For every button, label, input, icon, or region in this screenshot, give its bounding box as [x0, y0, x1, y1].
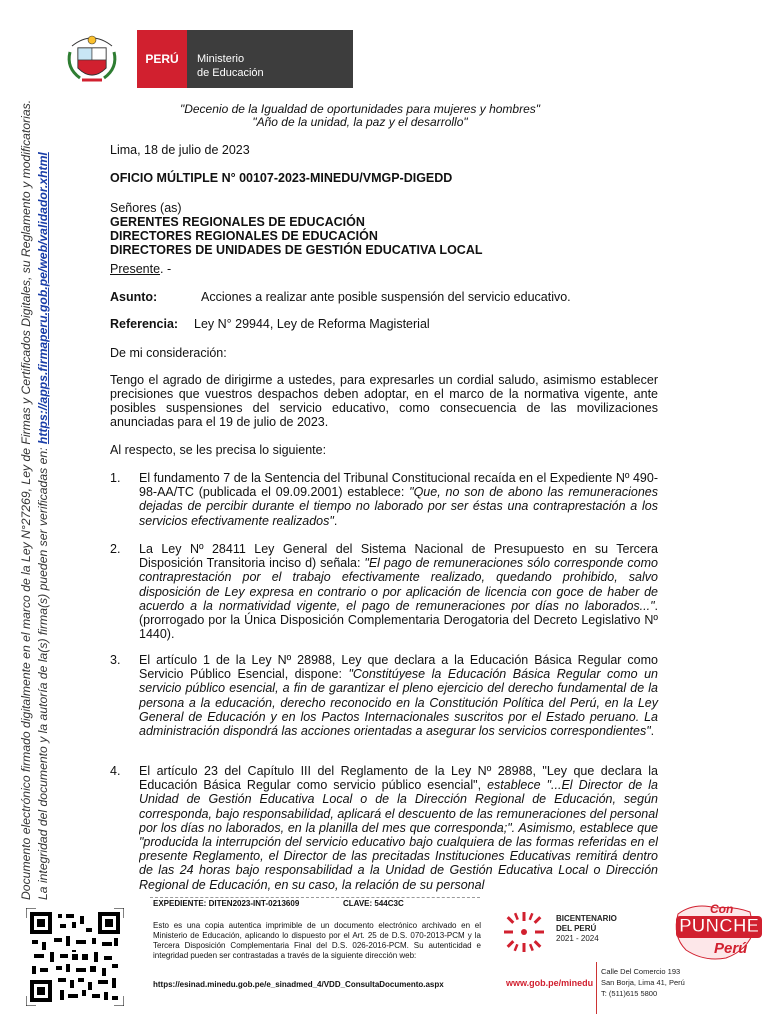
clave-code: CLAVE: 544C3C	[343, 899, 404, 908]
recipient-2: DIRECTORES REGIONALES DE EDUCACIÓN	[110, 229, 378, 243]
decade-quote: "Decenio de la Igualdad de oportunidades para mujeres y hombres"	[179, 102, 541, 116]
list-item: La Ley Nº 28411 Ley General del Sistema Nacional de Presupuesto en su Tercera Disposición Transitoria inciso d) señala: "El pago de remuneraciones sólo corresponde como contraprestación por el trabajo efectivamente realizado, quedando prohibido, salvo disposición de Ley expresa en contrario o por aplicación de licencia con goce de haber de acuerdo a la normatividad vigente, el pago de remuneraciones por días no laborados...". (prorrogado por la Única Disposición Complementaria Derogatoria del Decreto Legislativo Nº 1440).	[139, 542, 658, 642]
ministry-line2: de Educación	[197, 67, 264, 79]
item-number: 1.	[110, 471, 121, 485]
address-block: Calle Del Comercio 193 San Borja, Lima 41, Perú T: (511)615 5800	[601, 967, 685, 998]
respecto-line: Al respecto, se les precisa lo siguiente:	[110, 443, 327, 457]
list-item: El artículo 23 del Capítulo III del Reglamento de la Ley Nº 28988, "Ley que declara la Educación Básica Regular como servicio público esencial", establece "...El Director de la Unidad de Gestión Educativa Local o de la Dirección Regional de Educación, según corresponda, bajo responsabilidad, aplicará el descuento de las remuneraciones del personal por los días no laborados, en la planilla del mes que corresponda;". Asimismo, establece que "producida la interrupción del servicio educativo bajo cualquiera de las formas referidas en el presente Reglamento, el Director de las precitadas Instituciones Educativas remitirá dentro de las 24 horas bajo responsabilidad a la Unidad de Gestión Educativa Local o Dirección Regional de Educación, en su caso, la relación de su personal	[139, 764, 658, 892]
item-number: 3.	[110, 653, 121, 667]
digital-signature-note	[18, 60, 52, 900]
oficio-number: OFICIO MÚLTIPLE N° 00107-2023-MINEDU/VMGP-DIGEDD	[110, 171, 453, 185]
recipient-1: GERENTES REGIONALES DE EDUCACIÓN	[110, 215, 365, 229]
expediente-code: EXPEDIENTE: DITEN2023-INT-0213609	[153, 899, 300, 908]
ministry-line1: Ministerio	[197, 53, 245, 65]
bicentenario-logo-icon	[500, 904, 548, 964]
recipient-3: DIRECTORES DE UNIDADES DE GESTIÓN EDUCATIVA LOCAL	[110, 243, 483, 257]
letter-date: Lima, 18 de julio de 2023	[110, 143, 250, 157]
list-item: El fundamento 7 de la Sentencia del Tribunal Constitucional recaída en el Expediente Nº 490-98-AA/TC (publicada el 09.09.2001) establece: "Que, no son de abono las remuneraciones dejadas de percibir durante el tiempo no laborado por ser éstas una contraprestación a los servicios efectivamente realizados".	[139, 471, 658, 528]
qr-code-icon[interactable]	[26, 908, 124, 1006]
minedu-web[interactable]: www.gob.pe/minedu	[506, 978, 594, 988]
peru-label: PERÚ	[137, 30, 187, 88]
referencia-text: Ley N° 29944, Ley de Reforma Magisterial	[194, 317, 430, 331]
side-note-line1: Documento electrónico firmado digitalmente en el marco de la Ley N°27269, Ley de Firmas y Certificados Digitales, su Reglamento y modificatorias.	[19, 99, 33, 900]
referencia-label: Referencia:	[110, 317, 179, 331]
footer-separator	[596, 962, 597, 1014]
intro-paragraph: Tengo el agrado de dirigirme a ustedes, para expresarles un cordial saludo, asimismo establecer precisiones que vuestros despachos deben adoptar, en el marco de la normativa vigente, ante posibles suspensiones del servicio educativo, como consecuencia de las movilizaciones anunciadas para el 19 de julio de 2023.	[110, 373, 658, 429]
side-note-line2: La integridad del documento y la autoría de la(s) firma(s) pueden ser verificadas en:	[36, 447, 50, 900]
bicentenario-text: BICENTENARIO DEL PERÚ 2021 - 2024	[556, 914, 617, 943]
year-quote: "Año de la unidad, la paz y el desarrollo"	[252, 115, 468, 129]
salutation: Señores (as)	[110, 201, 182, 215]
ministry-label	[187, 30, 353, 88]
con-punche-peru-logo: Con PUNCHE Perú	[664, 900, 764, 964]
asunto-text: Acciones a realizar ante posible suspensión del servicio educativo.	[201, 290, 571, 304]
verification-url[interactable]: https://esinad.minedu.gob.pe/e_sinadmed_4/VDD_ConsultaDocumento.aspx	[153, 980, 444, 989]
item-number: 2.	[110, 542, 121, 556]
validator-link[interactable]: https://apps.firmaperu.gob.pe/web/validador.xhtml	[36, 152, 50, 445]
copy-note: Esto es una copia autentica imprimible de un documento electrónico archivado en el Ministerio de Educación, aplicando lo dispuesto por el Art. 25 de D.S. 070-2013-PCM y la Tercera Disposición Complementaria Final del D.S. 026-2016-PCM. Su autenticidad e integridad pueden ser contrastadas a través de la siguiente dirección web:	[153, 921, 481, 960]
presente: Presente. -	[110, 262, 172, 276]
item-number: 4.	[110, 764, 121, 778]
greeting: De mi consideración:	[110, 346, 227, 360]
peru-coat-of-arms-icon	[64, 28, 120, 88]
list-item: El artículo 1 de la Ley Nº 28988, Ley que declara a la Educación Básica Regular como Servicio Público Esencial, dispone: "Constitúyese la Educación Básica Regular como un servicio público esencial, a fin de garantizar el pleno ejercicio del derecho fundamental de la persona a la educación, derecho reconocido en la Constitución Política del Perú, en la Ley General de Educación y en los Pactos Internacionales suscritos por el Estado peruano. La administración dispondrá las acciones orientadas a asegurar los servicios correspondientes".	[139, 653, 658, 739]
asunto-label: Asunto:	[110, 290, 158, 304]
